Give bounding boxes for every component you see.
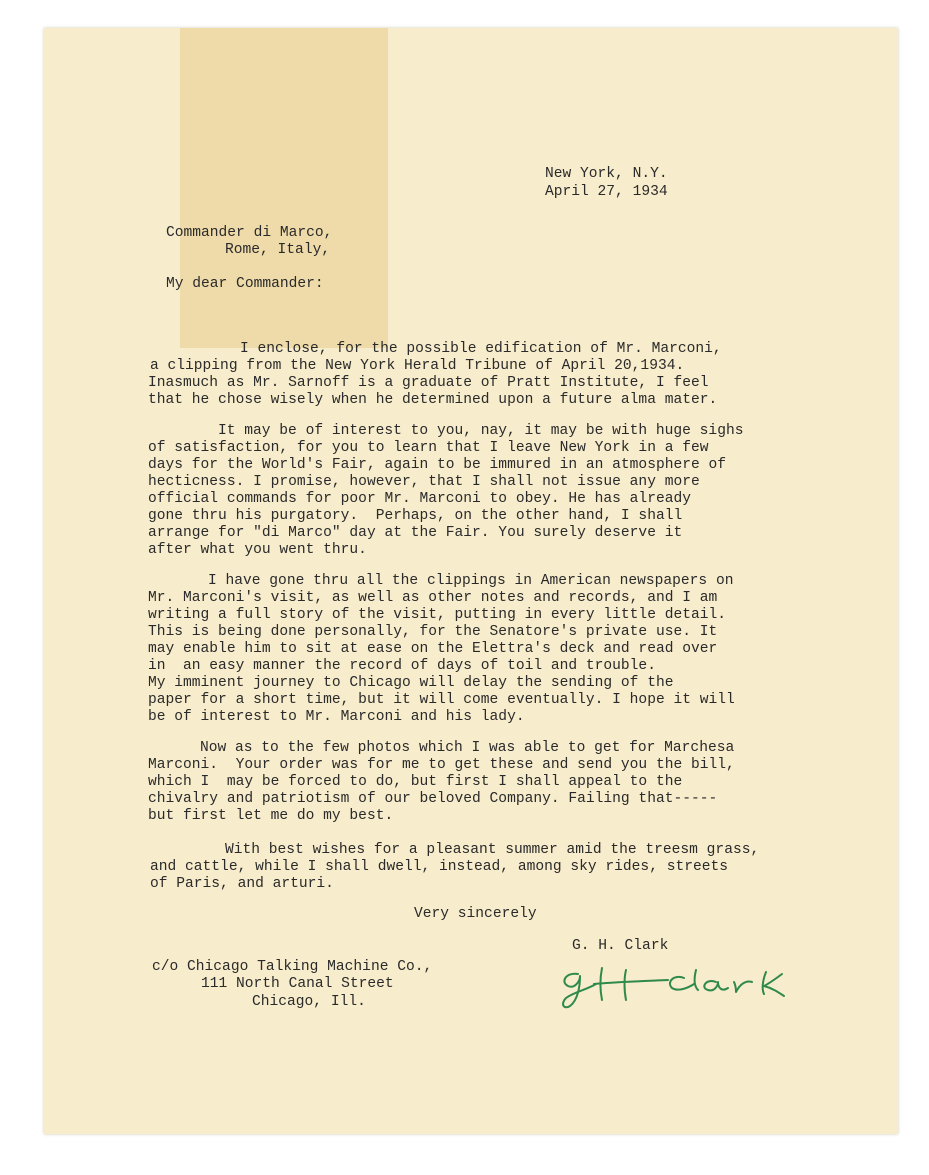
body-line: may enable him to sit at ease on the Elettra's deck and read over (148, 641, 718, 657)
recipient-location: Rome, Italy, (225, 242, 331, 258)
body-line: writing a full story of the visit, putting in every little detail. (148, 607, 727, 623)
tape-stain (180, 28, 388, 348)
signer-name: G. H. Clark (572, 938, 669, 954)
body-line: Inasmuch as Mr. Sarnoff is a graduate of Pratt Institute, I feel (148, 375, 709, 391)
body-line: of Paris, and arturi. (150, 876, 334, 892)
body-line: My imminent journey to Chicago will delay the sending of the (148, 675, 674, 691)
body-line: arrange for "di Marco" day at the Fair. You surely deserve it (148, 525, 683, 541)
address-line: Chicago, Ill. (252, 994, 366, 1010)
body-line: It may be of interest to you, nay, it may be with huge sighs (218, 423, 744, 439)
address-line: 111 North Canal Street (201, 976, 394, 992)
body-line: be of interest to Mr. Marconi and his lady. (148, 709, 525, 725)
address-line: c/o Chicago Talking Machine Co., (152, 959, 433, 975)
body-line: and cattle, while I shall dwell, instead, among sky rides, streets (150, 859, 729, 875)
body-line: This is being done personally, for the Senatore's private use. It (148, 624, 718, 640)
body-line: I enclose, for the possible edification of Mr. Marconi, (240, 341, 722, 357)
body-line: Mr. Marconi's visit, as well as other notes and records, and I am (148, 590, 718, 606)
body-line: official commands for poor Mr. Marconi to obey. He has already (148, 491, 691, 507)
body-line: but first let me do my best. (148, 808, 394, 824)
body-line: which I may be forced to do, but first I shall appeal to the (148, 774, 683, 790)
recipient-name: Commander di Marco, (166, 225, 333, 241)
body-line: hecticness. I promise, however, that I shall not issue any more (148, 474, 700, 490)
body-line: of satisfaction, for you to learn that I leave New York in a few (148, 440, 709, 456)
body-line: gone thru his purgatory. Perhaps, on the other hand, I shall (148, 508, 683, 524)
body-line: days for the World's Fair, again to be immured in an atmosphere of (148, 457, 727, 473)
body-line: I have gone thru all the clippings in American newspapers on (208, 573, 734, 589)
letter-date: April 27, 1934 (545, 184, 668, 200)
body-line: after what you went thru. (148, 542, 367, 558)
body-line: paper for a short time, but it will come eventually. I hope it will (148, 692, 735, 708)
body-line: chivalry and patriotism of our beloved Company. Failing that----- (148, 791, 718, 807)
closing: Very sincerely (414, 906, 537, 922)
salutation: My dear Commander: (166, 276, 324, 292)
letter-place: New York, N.Y. (545, 166, 668, 182)
handwritten-signature (556, 960, 806, 1010)
body-line: that he chose wisely when he determined upon a future alma mater. (148, 392, 718, 408)
body-line: With best wishes for a pleasant summer amid the treesm grass, (225, 842, 760, 858)
body-line: in an easy manner the record of days of toil and trouble. (148, 658, 656, 674)
body-line: a clipping from the New York Herald Tribune of April 20,1934. (150, 358, 685, 374)
body-line: Now as to the few photos which I was able to get for Marchesa (200, 740, 735, 756)
body-line: Marconi. Your order was for me to get these and send you the bill, (148, 757, 735, 773)
